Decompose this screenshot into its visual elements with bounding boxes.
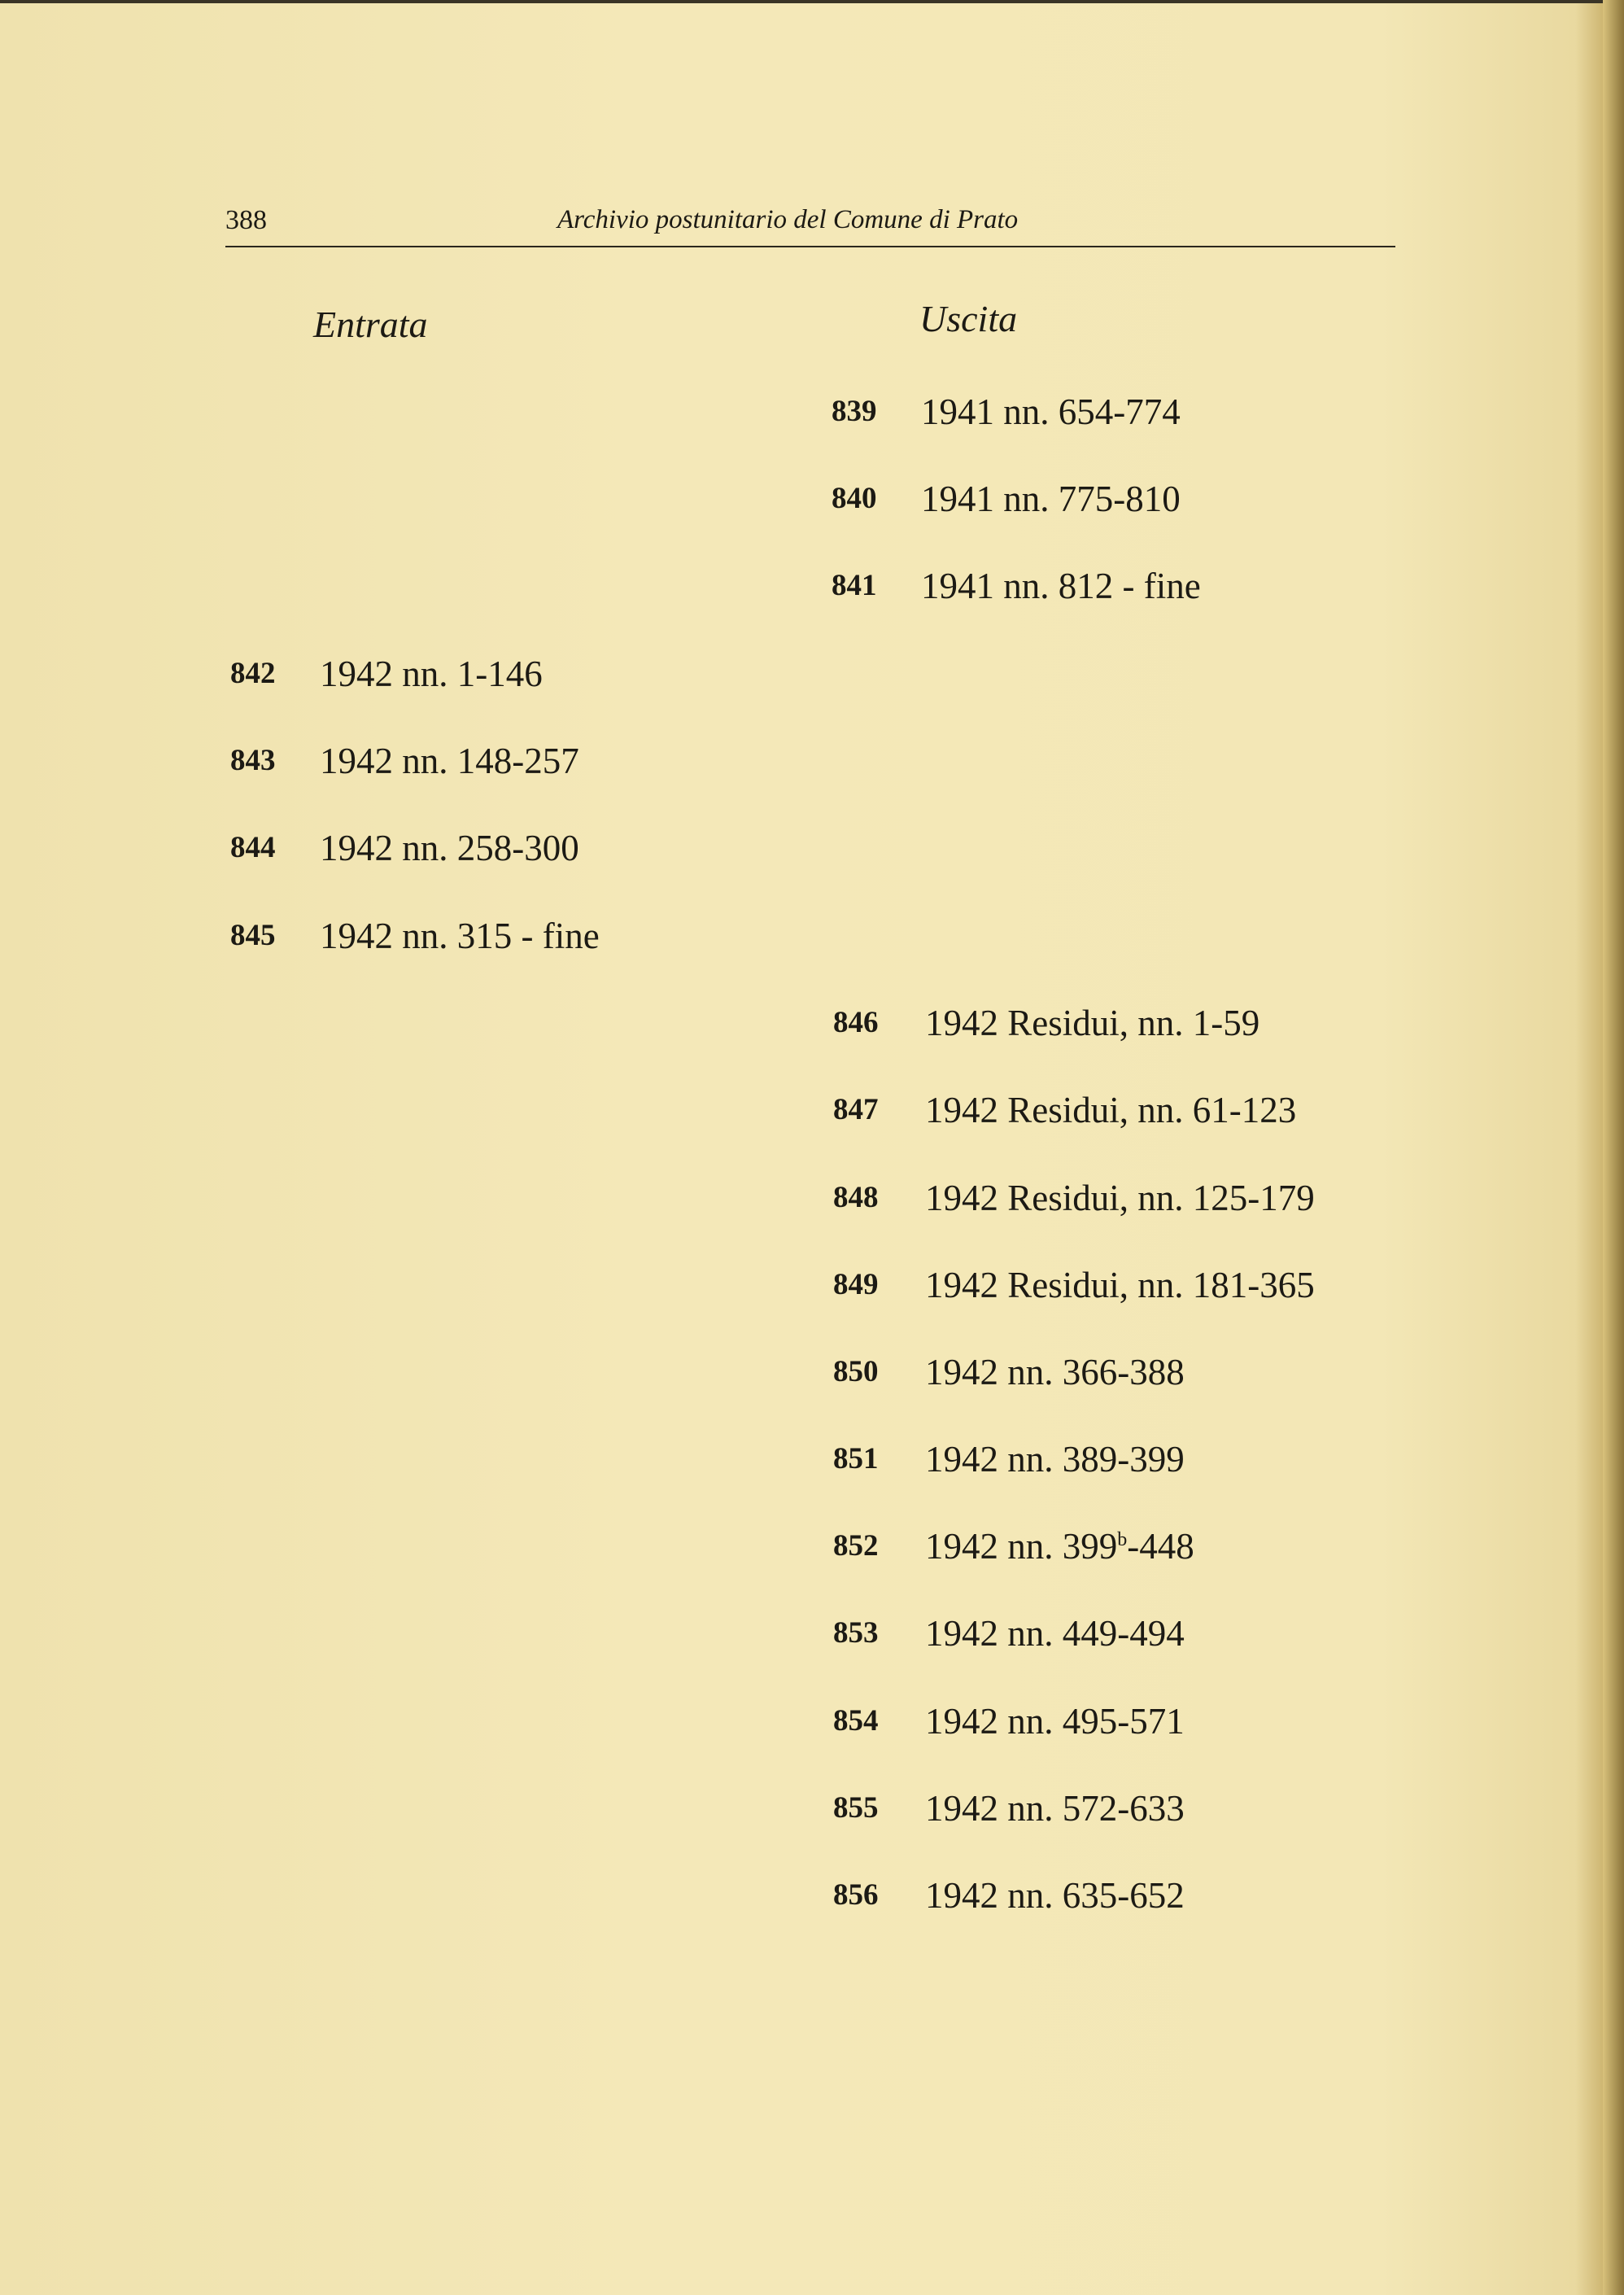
entry-number: 843 [230,744,276,777]
entry-text: 1942 nn. 148-257 [320,741,579,781]
entry-text: 1942 Residui, nn. 181-365 [925,1265,1315,1305]
page-number: 388 [225,205,267,235]
running-title: Archivio postunitario del Comune di Prato [557,205,1019,234]
entry-number: 841 [832,569,877,602]
list-item [833,1875,1185,1926]
page-right-edge [1603,0,1624,2295]
entry-text: 1941 nn. 775-810 [921,479,1181,519]
entry-text: 1942 nn. 1-146 [320,654,543,694]
list-item [832,391,1181,443]
entry-number: 847 [833,1093,879,1126]
uscita-heading: Uscita [919,298,1018,339]
list-item [833,1701,1185,1752]
entry-text: 1941 nn. 812 - fine [921,566,1201,606]
entry-text: 1942 nn. 635-652 [925,1875,1185,1916]
entry-text: 1941 nn. 654-774 [921,391,1181,432]
list-item [230,741,579,792]
entry-number: 846 [833,1006,879,1039]
entry-text: 1942 nn. 449-494 [925,1613,1185,1654]
list-item [833,1178,1315,1229]
list-item [833,1003,1260,1054]
entry-text: 1942 nn. 572-633 [925,1788,1185,1829]
entry-number: 845 [230,919,276,952]
page-top-edge [0,0,1624,3]
list-item [833,1439,1185,1490]
list-item [833,1090,1297,1141]
entry-text: 1942 nn. 366-388 [925,1352,1185,1392]
entrata-heading: Entrata [313,304,428,345]
list-item [832,479,1181,530]
entry-superscript: b [1117,1529,1128,1550]
entry-text: 1942 Residui, nn. 125-179 [925,1178,1315,1218]
entry-text: 1942 nn. 495-571 [925,1701,1185,1742]
entry-text: 1942 Residui, nn. 61-123 [925,1090,1297,1130]
entry-number: 851 [833,1442,879,1475]
entry-number: 842 [230,657,276,690]
entry-number: 848 [833,1181,879,1214]
list-item [833,1526,1194,1577]
entry-number: 854 [833,1704,879,1738]
list-item [230,828,579,879]
list-item [833,1613,1185,1664]
entry-text: 1942 Residui, nn. 1-59 [925,1003,1260,1043]
entry-number: 844 [230,831,276,864]
list-item [832,566,1201,617]
entry-text-tail: -448 [1127,1526,1194,1567]
entry-number: 853 [833,1616,879,1650]
entry-number: 849 [833,1268,879,1301]
entry-number: 839 [832,395,877,428]
entry-text [925,1525,1194,1567]
list-item [833,1265,1315,1316]
running-head [225,205,1395,247]
entry-number: 852 [833,1529,879,1563]
list-item [833,1352,1185,1403]
list-item [833,1788,1185,1839]
entry-number: 856 [833,1878,879,1912]
list-item [230,654,543,705]
entry-number: 840 [832,482,877,515]
entry-text-main: 1942 nn. 399 [925,1526,1118,1567]
entry-text: 1942 nn. 389-399 [925,1439,1185,1480]
list-item [230,916,600,967]
entry-text: 1942 nn. 258-300 [320,828,579,868]
entry-text: 1942 nn. 315 - fine [320,916,600,956]
entry-number: 850 [833,1355,879,1388]
entry-number: 855 [833,1791,879,1825]
